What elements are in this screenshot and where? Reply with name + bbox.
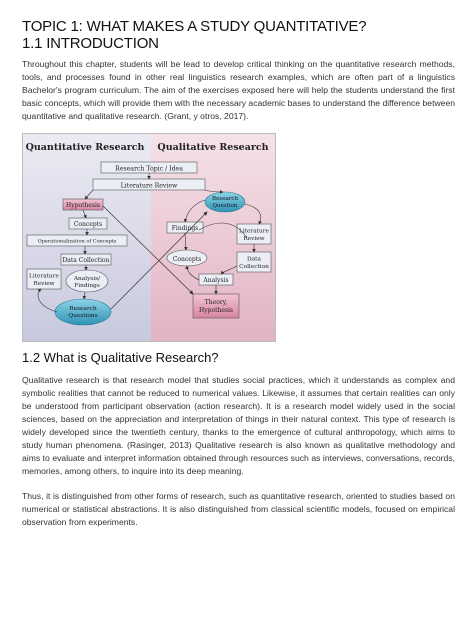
topic-heading	[22, 18, 462, 52]
research-topic-label: Research Topic / Idea	[115, 165, 183, 173]
research-diagram	[22, 133, 276, 342]
operationalization-label: Operationalization of Concepts	[37, 238, 117, 245]
findings-label: Findings	[171, 225, 199, 232]
concepts-label-right: Concepts	[172, 256, 202, 263]
analysis-line2: Findings	[74, 283, 100, 289]
literature-review-label: Literature Review	[120, 182, 178, 190]
qualitative-paragraph-1: Qualitative research is that research model that studies social practices, which it understands as complex and symbolic realities that cannot be reduced to numerical values. Likewise, it assumes that certain realities can only be understood from participant observation (action research). It is a research model widely used in the social sciences, based on the appreciation and interpretation of things in their natural context. This type of research is widely developed since the twentieth century, thanks to the emergence of cultural anthropology, which aims to study human phenomena. (Rasinger, 2013) Qualitative research is also known as qualitative methodology and aims to evaluate and interpret information obtained through resources such as interviews, conversations, records, memories, among others, to inquire into its deep meaning.	[22, 375, 455, 476]
literature-review-right-line2: Review	[243, 236, 265, 242]
quantitative-title: Quantitative Research	[25, 142, 145, 153]
literature-review-left-line2: Review	[33, 281, 55, 287]
section-title-introduction: 1.1 INTRODUCTION	[22, 35, 159, 52]
research-diagram-svg	[23, 134, 275, 341]
concepts-label-left: Concepts	[73, 221, 103, 228]
topic-title: TOPIC 1: WHAT MAKES A STUDY QUANTITATIVE?	[22, 18, 367, 35]
intro-paragraph: Throughout this chapter, students will be lead to develop critical thinking on the quantitative research methods, tools, and processes found in other real linguistics research examples, which are often part of a linguistics Bachelor's program curriculum. The aim of the exercises exposed here will help the students understand the first basic concepts, which will provide them with the necessary academic bases to understand the difference between quantitative and qualitative research. (Grant, y otros, 2017).	[22, 59, 455, 121]
section-heading-qualitative: 1.2 What is Qualitative Research?	[22, 350, 219, 365]
literature-review-right-line1: Literature	[239, 228, 269, 235]
analysis-line1: Analysis/	[73, 276, 101, 282]
data-collection-right-line2: Collection	[239, 264, 269, 270]
research-questions-line2: Questions	[68, 313, 98, 319]
research-question-oval	[205, 192, 245, 212]
hypothesis-label: Hypothesis	[66, 202, 100, 209]
literature-review-left-line1: Literature	[29, 273, 59, 280]
theory-hypothesis-box	[193, 294, 239, 318]
research-questions-oval	[55, 299, 111, 325]
research-question-line1: Research	[211, 196, 239, 202]
analysis-label: Analysis	[203, 277, 229, 284]
qualitative-paragraph-2: Thus, it is distinguished from other forms of research, such as quantitative research, oriented to studies based on numerical or statistical abstractions. It is also distinguished from classical scientific models, focused on empirical observation from experiments.	[22, 491, 455, 527]
theory-line1: Theory,	[204, 299, 228, 306]
research-questions-line1: Research	[69, 306, 97, 312]
qualitative-title: Qualitative Research	[157, 142, 269, 153]
research-question-line2: Question	[212, 203, 238, 209]
theory-line2: Hypothesis	[199, 307, 233, 314]
data-collection-label-left: Data Collection	[62, 257, 110, 264]
data-collection-right-line1: Data	[247, 256, 261, 263]
